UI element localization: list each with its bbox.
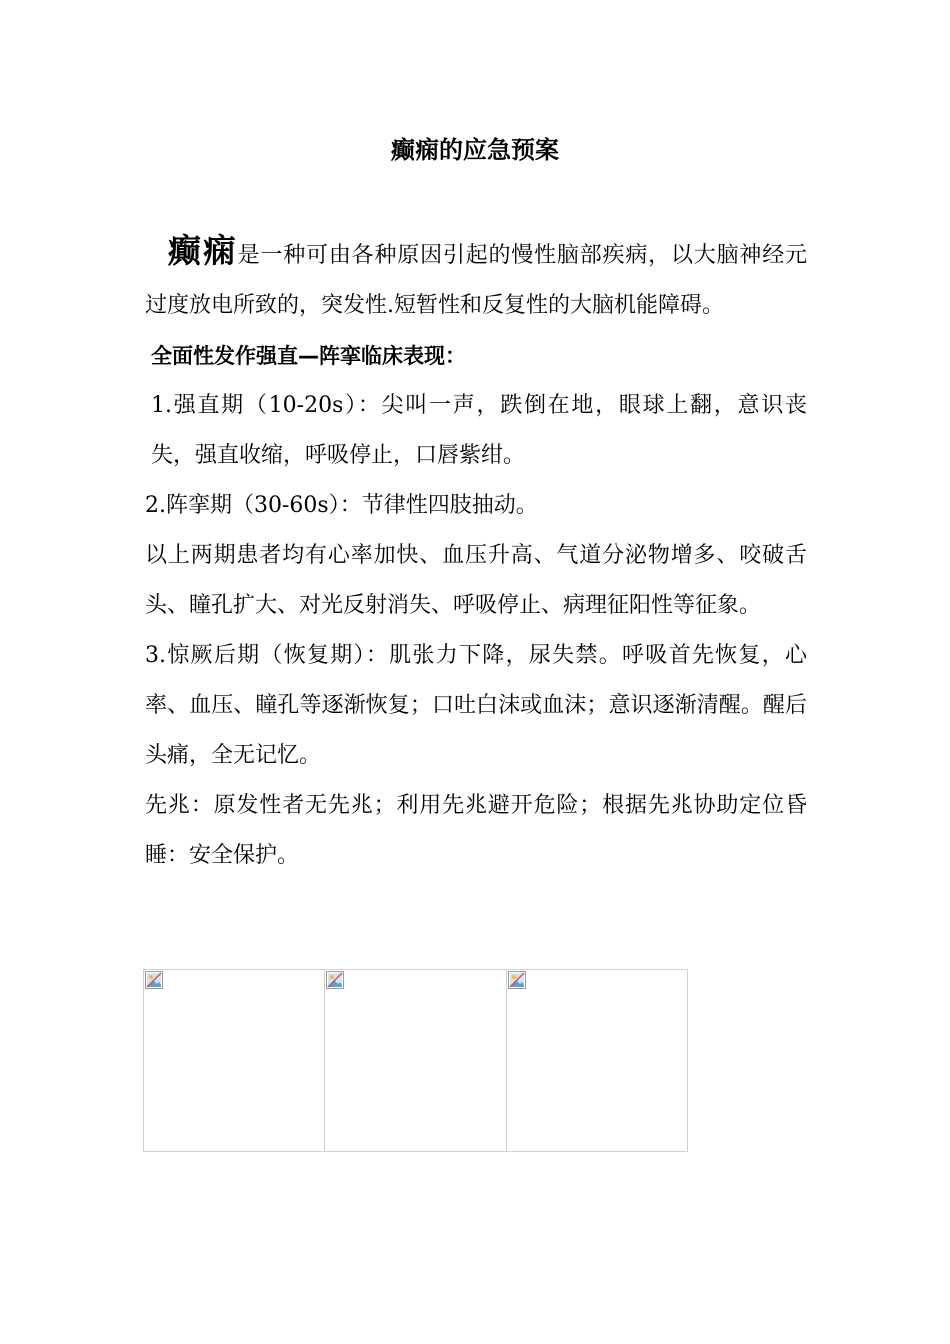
section-subheading: 全面性发作强直—阵挛临床表现：: [151, 344, 466, 368]
image-placeholder-2: [325, 969, 506, 1152]
image-row: [143, 969, 688, 1152]
broken-image-icon: [508, 971, 526, 989]
image-placeholder-3: [507, 969, 688, 1152]
intro-text: 是一种可由各种原因引起的慢性脑部疾病，以大脑神经元过度放电所致的，突发性.短暂性和反复性的大脑机能障碍。: [145, 243, 807, 318]
paragraph-symptoms: 以上两期患者均有心率加快、血压升高、气道分泌物增多、咬破舌头、瞳孔扩大、对光反射消失、呼吸停止、病理征阳性等征象。: [145, 543, 807, 618]
paragraph-postictal-phase: 3.惊厥后期（恢复期）：肌张力下降，尿失禁。呼吸首先恢复，心率、血压、瞳孔等逐渐恢复；口吐白沫或血沫；意识逐渐清醒。醒后头痛，全无记忆。: [145, 643, 807, 768]
paragraph-tonic-phase: 1.强直期（10-20s）：尖叫一声，跌倒在地，眼球上翻，意识丧失，强直收缩，呼吸停止，口唇紫绀。: [151, 393, 807, 468]
image-placeholder-1: [143, 969, 325, 1152]
document-body: [145, 226, 807, 881]
intro-term: 癫痫: [168, 231, 238, 270]
broken-image-icon: [145, 971, 163, 989]
intro-paragraph: [145, 226, 807, 331]
paragraph-clonic-phase: 2.阵挛期（30-60s）：节律性四肢抽动。: [145, 493, 538, 518]
paragraph-aura: 先兆：原发性者无先兆；利用先兆避开危险；根据先兆协助定位昏睡：安全保护。: [145, 793, 807, 868]
broken-image-icon: [326, 971, 344, 989]
document-title: 癫痫的应急预案: [391, 136, 559, 164]
